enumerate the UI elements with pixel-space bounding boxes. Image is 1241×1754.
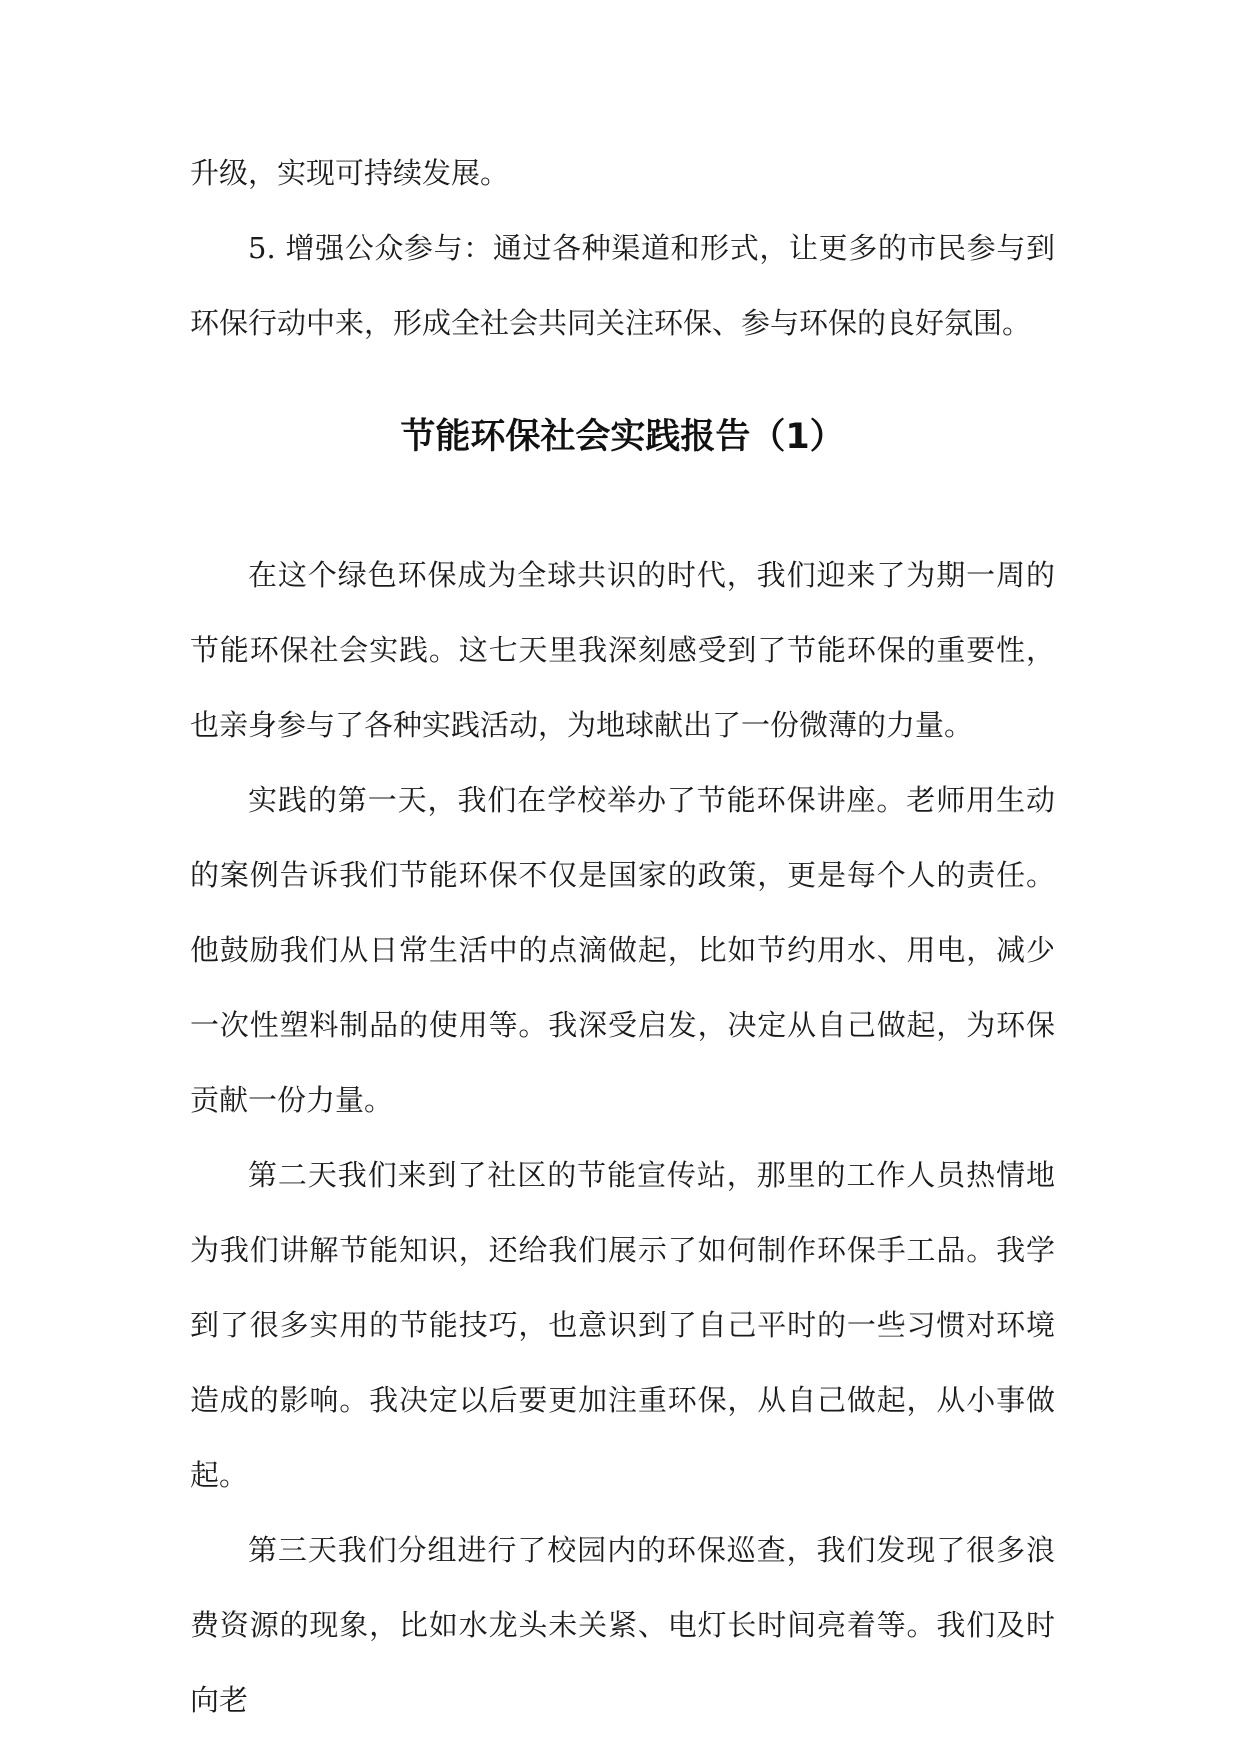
continuation-paragraph: 升级，实现可持续发展。 [190,156,510,190]
body-paragraph-day-3: 第三天我们分组进行了校园内的环保巡查，我们发现了很多浪费资源的现象，比如水龙头未关紧、电灯长时间亮着等。我们及时向老 [190,1533,1055,1717]
top-section [190,136,1055,361]
point-5-paragraph: 5. 增强公众参与：通过各种渠道和形式，让更多的市民参与到环保行动中来，形成全社会共同关注环保、参与环保的良好氛围。 [190,231,1055,340]
report-body [190,538,1055,1738]
body-paragraph-intro: 在这个绿色环保成为全球共识的时代，我们迎来了为期一周的节能环保社会实践。这七天里我深刻感受到了节能环保的重要性，也亲身参与了各种实践活动，为地球献出了一份微薄的力量。 [190,558,1055,742]
body-paragraph-day-1: 实践的第一天，我们在学校举办了节能环保讲座。老师用生动的案例告诉我们节能环保不仅是国家的政策，更是每个人的责任。他鼓励我们从日常生活中的点滴做起，比如节约用水、用电，减少一次性塑料制品的使用等。我深受启发，决定从自己做起，为环保贡献一份力量。 [190,783,1055,1117]
report-title: 节能环保社会实践报告（1） [400,417,845,457]
body-paragraph-day-2: 第二天我们来到了社区的节能宣传站，那里的工作人员热情地为我们讲解节能知识，还给我们展示了如何制作环保手工品。我学到了很多实用的节能技巧，也意识到了自己平时的一些习惯对环境造成的影响。我决定以后要更加注重环保，从自己做起，从小事做起。 [190,1158,1055,1492]
